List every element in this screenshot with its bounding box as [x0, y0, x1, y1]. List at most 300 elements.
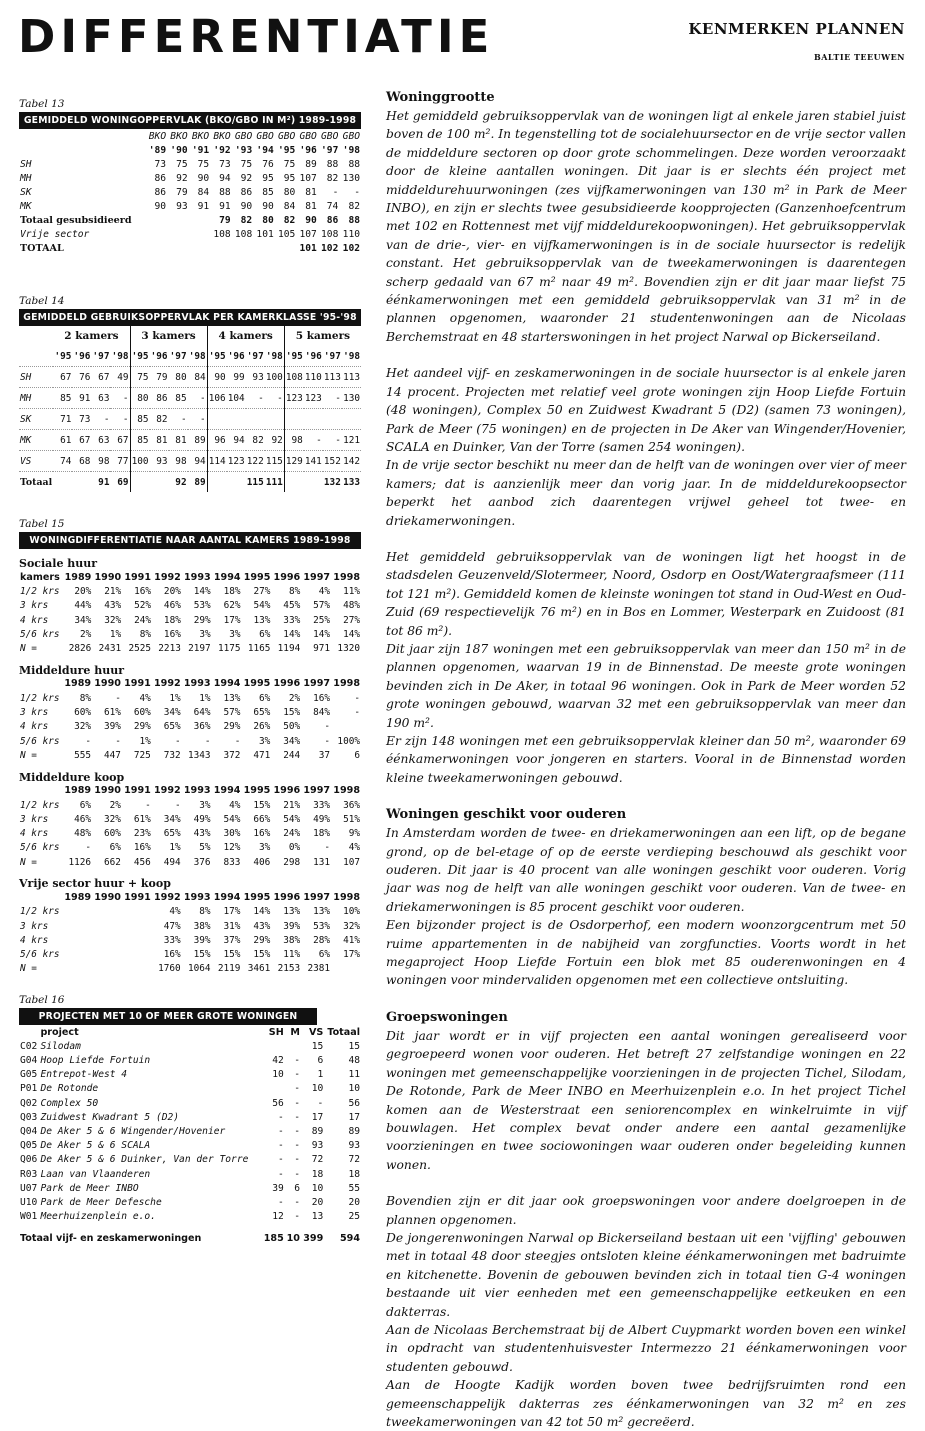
block-title: Middeldure koop	[19, 770, 125, 784]
project-name: De Aker 5 & 6 Duinker, Van der Torre	[40, 1154, 249, 1166]
value-cell: 110	[342, 228, 360, 240]
value-cell: 89	[305, 158, 317, 170]
column-type: BKO	[213, 130, 231, 142]
value-cell: 15	[311, 1040, 324, 1052]
value-cell: 93	[246, 367, 265, 388]
value-cell	[62, 905, 92, 919]
value-cell: 32%	[104, 813, 121, 825]
value-cell: 4%	[169, 906, 181, 918]
value-cell: 6%	[79, 799, 92, 811]
project-name: De Aker 5 & 6 SCALA	[40, 1140, 151, 1152]
value-cell: -	[188, 388, 208, 409]
value-cell: 84	[188, 367, 208, 388]
value-cell	[122, 962, 152, 976]
value-cell: 1%	[199, 692, 211, 704]
value-cell: 18	[348, 1168, 360, 1180]
value-cell: 67	[72, 430, 91, 451]
value-cell: 123	[227, 451, 246, 472]
value-cell: 17%	[343, 949, 360, 961]
row-label: MH	[20, 172, 32, 184]
value-cell: 20%	[74, 585, 92, 597]
tables-column	[19, 98, 361, 1246]
value-cell: -	[246, 388, 265, 409]
column-type: BKO	[148, 130, 167, 142]
row-label: MK	[19, 430, 53, 451]
value-cell: 142	[342, 451, 361, 472]
value-cell: 42	[272, 1055, 284, 1067]
value-cell: 54%	[253, 600, 271, 612]
value-cell: 90	[154, 200, 167, 212]
value-cell	[304, 472, 323, 493]
row-label: VS	[19, 451, 53, 472]
row-label: 5/6 krs	[20, 628, 60, 640]
value-cell: 64%	[193, 707, 211, 719]
value-cell: 85	[169, 388, 188, 409]
value-cell: 108	[284, 367, 304, 388]
value-cell	[72, 472, 91, 493]
column-year: 1991	[124, 571, 152, 583]
column-year: '95	[284, 346, 304, 367]
value-cell: -	[175, 799, 181, 811]
value-cell: 152	[323, 451, 342, 472]
value-cell: 86	[240, 186, 253, 198]
value-cell: 62%	[223, 600, 241, 612]
value-cell	[275, 241, 297, 255]
table-row	[19, 1139, 361, 1153]
group-header: 3 kamers	[130, 326, 207, 346]
corner-cell	[19, 1025, 39, 1039]
value-cell: 1320	[337, 643, 360, 655]
column-year: 1989	[64, 571, 92, 583]
value-cell: 100	[130, 451, 150, 472]
value-cell	[62, 933, 92, 947]
value-cell: 36%	[193, 721, 211, 733]
value-cell: 60%	[133, 707, 151, 719]
column-year: '95	[54, 350, 72, 362]
value-cell: -	[294, 1211, 300, 1223]
value-cell: 29%	[193, 614, 211, 626]
value-cell: 34%	[74, 614, 92, 626]
row-label: SH	[20, 158, 32, 170]
value-cell: 104	[227, 388, 246, 409]
value-cell: 115	[265, 451, 285, 472]
column-year: 1993	[183, 785, 211, 797]
value-cell: 41%	[343, 934, 360, 946]
value-cell: 89	[311, 1126, 324, 1138]
value-cell	[227, 472, 246, 493]
column-header: M	[290, 1026, 300, 1038]
header-row	[19, 570, 361, 584]
value-cell: 33%	[313, 799, 331, 811]
value-cell: 39%	[104, 721, 121, 733]
column-year: 1989	[64, 678, 92, 690]
paragraph: Een bijzonder project is de Osdorperhof, een modern woonzorgcentrum met 50 ruime appartementen in de nabijheid van zorgfuncties. Voorts wordt in het megaproject Hoop Liefde Fortuin een blok met 85 ouderenwoningen en 4 woningen voor mindervaliden opgenomen met een collectieve ontsluiting.	[386, 918, 906, 988]
value-cell: -	[110, 388, 130, 409]
column-year: 1998	[333, 891, 360, 903]
value-cell: 9%	[348, 828, 360, 840]
column-header: VS	[308, 1026, 324, 1038]
value-cell: 55	[348, 1182, 360, 1194]
value-cell: -	[294, 1140, 300, 1152]
value-cell: -	[354, 186, 360, 198]
value-cell: 14%	[193, 585, 211, 597]
column-year: '95	[207, 346, 227, 367]
value-cell	[62, 962, 92, 976]
table-title: WONINGDIFFERENTIATIE NAAR AANTAL KAMERS 1989-1998	[19, 532, 361, 549]
value-cell: 82	[240, 214, 253, 226]
value-cell: 91	[91, 472, 110, 493]
value-cell: 12%	[223, 842, 241, 854]
value-cell: 971	[313, 643, 331, 655]
project-name: De Aker 5 & 6 Wingender/Hovenier	[40, 1126, 226, 1138]
value-cell: 26%	[253, 721, 271, 733]
paragraph: Het aandeel vijf- en zeskamerwoningen in de sociale huursector is al enkele jaren 14 procent. Projecten met relatief veel grote woningen zijn Hoop Liefde Fortuin (48 woningen), Complex 50 en Zuidwest Kwadrant 5 (D2) (samen 73 woningen), Park de Meer (75 woningen) en de projecten in De Aker van Wingender/Hovenier, SCALA en Duinker, Van der Torre (samen 254 woningen).	[386, 366, 906, 454]
table-row	[19, 1195, 361, 1209]
value-cell: 67	[91, 367, 110, 388]
table-row	[19, 241, 361, 255]
project-name: Laan van Vlaanderen	[40, 1168, 151, 1180]
paragraph: Er zijn 148 woningen met een gebruiksoppervlak kleiner dan 50 m², waaronder 69 éénkamerwoningen voor jongeren en starters. Vooral in de Binnenstad worden kleine tweekamerwoningen gebouwd.	[386, 734, 906, 785]
value-cell: 2%	[109, 799, 121, 811]
value-cell: 39	[272, 1182, 284, 1194]
value-cell: 121	[342, 430, 361, 451]
value-cell: 15%	[253, 949, 271, 961]
value-cell: 86	[326, 214, 339, 226]
value-cell: 72	[311, 1154, 324, 1166]
value-cell: 66%	[253, 813, 271, 825]
value-cell: 447	[104, 749, 121, 761]
value-cell: -	[354, 707, 360, 719]
project-code: Q02	[20, 1097, 38, 1109]
value-cell: 3461	[247, 963, 271, 975]
total-row	[19, 1224, 361, 1246]
value-cell: -	[294, 1126, 300, 1138]
row-label: 1/2 krs	[20, 906, 60, 918]
project-code: U10	[20, 1196, 38, 1208]
row-label: SH	[19, 367, 53, 388]
value-cell	[253, 241, 275, 255]
value-cell: 61	[53, 430, 72, 451]
value-cell: 75	[283, 158, 296, 170]
value-cell: 2213	[158, 643, 181, 655]
value-cell: 80	[130, 388, 150, 409]
table-row	[19, 409, 361, 430]
value-cell: 18%	[313, 828, 331, 840]
value-cell: 106	[207, 388, 227, 409]
table-block	[19, 557, 361, 656]
value-cell: 456	[133, 856, 151, 868]
row-label: 1/2 krs	[20, 799, 60, 811]
value-cell: -	[277, 1111, 284, 1123]
table-body	[19, 1025, 361, 1246]
value-cell: 81	[169, 430, 188, 451]
page-title: DIFFERENTIATIE	[18, 10, 495, 63]
value-cell	[246, 409, 265, 430]
section-title: KENMERKEN PLANNEN	[688, 20, 905, 38]
table-row	[19, 919, 361, 933]
column-year: 1989	[64, 785, 92, 797]
value-cell: -	[294, 1111, 300, 1123]
value-cell: 47%	[163, 920, 181, 932]
value-cell: 115	[246, 472, 265, 493]
value-cell	[227, 409, 246, 430]
value-cell: 89	[188, 472, 208, 493]
value-cell: 81	[305, 200, 317, 212]
value-cell	[331, 720, 361, 734]
value-cell: 3%	[259, 735, 271, 747]
value-cell	[261, 1082, 284, 1096]
block-title: Sociale huur	[19, 557, 98, 570]
table-label: Tabel 14	[19, 295, 65, 307]
table-row	[19, 1110, 361, 1124]
value-cell: 10%	[343, 906, 360, 918]
value-cell	[189, 241, 211, 255]
value-cell: 88	[348, 214, 360, 226]
value-cell: -	[323, 430, 342, 451]
table-row	[19, 213, 361, 227]
column-year: '90	[170, 144, 188, 156]
value-cell: 113	[323, 367, 342, 388]
value-cell: 662	[104, 856, 121, 868]
row-label: 5/6 krs	[20, 735, 60, 747]
column-year: '92	[213, 144, 231, 156]
table-block	[19, 771, 361, 870]
value-cell: 95	[283, 172, 296, 184]
header-row	[19, 677, 361, 691]
column-type: GBO	[277, 130, 296, 142]
column-year: 1992	[154, 571, 181, 583]
value-cell: 113	[342, 367, 361, 388]
value-cell: 85	[130, 409, 150, 430]
column-year: '98	[265, 350, 283, 362]
value-cell: 100%	[337, 735, 360, 747]
paragraph: De jongerenwoningen Narwal op Bickerseiland bestaan uit een 'vijfling' gebouwen met in totaal 48 door steegjes ontsloten kleine éénkamerwoningen met badruimte en kitchenette. Bovenin de gebouwen bevinden zich in totaal tien G-4 woningen bestaande uit vier eenheden met een gemeenschappelijke eetkeuken en een dakterras.	[386, 1230, 906, 1319]
value-cell: 93	[150, 451, 169, 472]
column-year: 1997	[303, 891, 331, 903]
value-cell	[130, 472, 150, 493]
value-cell: 43%	[104, 600, 122, 612]
value-cell: 6%	[318, 949, 331, 961]
value-cell: 107	[343, 856, 360, 868]
value-cell: 3%	[229, 628, 241, 640]
value-cell: 1165	[247, 643, 271, 655]
value-cell: 141	[304, 451, 323, 472]
table-row	[19, 826, 361, 840]
value-cell	[210, 241, 232, 255]
value-cell: -	[294, 1168, 300, 1180]
header-row	[19, 784, 361, 798]
column-year: '97	[246, 350, 264, 362]
value-cell: 65%	[163, 828, 181, 840]
column-year: 1991	[124, 678, 151, 690]
project-name: De Rotonde	[40, 1083, 99, 1095]
value-cell: -	[323, 388, 342, 409]
column-type: GBO	[342, 130, 360, 142]
value-cell: 50%	[283, 721, 301, 733]
value-cell	[53, 472, 72, 493]
value-cell: 91	[219, 200, 231, 212]
column-year: 1993	[184, 571, 211, 583]
table-title: PROJECTEN MET 10 OF MEER GROTE WONINGEN	[19, 1008, 317, 1025]
value-cell: 88	[219, 186, 231, 198]
value-cell: 39%	[283, 920, 301, 932]
value-cell	[122, 905, 152, 919]
table-row	[19, 430, 361, 451]
value-cell	[261, 1039, 284, 1053]
value-cell	[92, 905, 122, 919]
corner-cell	[19, 346, 53, 367]
value-cell	[92, 933, 122, 947]
value-cell: 406	[253, 856, 271, 868]
table-row	[19, 185, 361, 199]
value-cell: 85	[262, 186, 274, 198]
column-year: 1997	[303, 571, 331, 583]
value-cell: 76	[262, 158, 274, 170]
block-table	[19, 784, 361, 870]
value-cell: 43%	[253, 920, 271, 932]
value-cell: 1194	[277, 643, 301, 655]
value-cell	[150, 472, 169, 493]
value-cell: 376	[193, 856, 211, 868]
value-cell: 54%	[223, 813, 241, 825]
value-cell: 76	[72, 367, 91, 388]
paragraph: Het gemiddeld gebruiksoppervlak van de woningen ligt al enkele jaren stabiel juist boven de 100 m². In tegenstelling tot de socialehuursector en de vrije sector vallen de middeldure sectoren op door grote schommelingen. Deze worden veroorzaakt door de kleine aantallen woningen. Dit jaar is er slechts één project met middeldurehuurwoningen (zes vijfkamerwoningen van 130 m² in Park de Meer INBO), en zijn er slechts twee gesubsidieerde koopprojecten (Ganzenhoefcentrum met 102 en Rottennest met vijf middeldurekoopwoningen). Het gebruiksoppervlak van de drie-, vier- en vijfkamerwoningen is in de sociale huursector is redelijk constant. Het gebruiksoppervlak van de tweekamerwoningen is daarentegen scherp gedaald van 67 m² naar 49 m². Bovendien zijn er dit jaar maar liefst 75 éénkamerwoningen met een gemiddeld gebruiksoppervlak van 31 m² in de plannen opgenomen, waaronder 21 studentenwoningen aan de Nicolaas Berchemstraat en 48 starterswoningen in het project Narwal op Bickerseiland.	[386, 109, 906, 344]
value-cell: 11%	[283, 949, 301, 961]
table-label: Tabel 16	[19, 994, 65, 1007]
column-year: 1992	[154, 678, 181, 690]
value-cell: 1%	[169, 842, 181, 854]
value-cell: 10	[272, 1069, 284, 1081]
value-cell: 107	[299, 228, 317, 240]
value-cell: 16%	[163, 628, 181, 640]
table-row	[19, 855, 361, 869]
value-cell: -	[265, 388, 285, 409]
value-cell: 15%	[223, 949, 241, 961]
column-year: '93	[234, 144, 253, 156]
project-name: Complex 50	[40, 1097, 99, 1109]
project-name: Park de Meer INBO	[40, 1182, 139, 1194]
value-cell: 2431	[98, 643, 122, 655]
paragraph: Aan de Nicolaas Berchemstraat bij de Albert Cuypmarkt worden boven een winkel in opdracht van studentenhuisvester Intermezzo 21 éénkamerwoningen voor studenten gebouwd.	[386, 1322, 906, 1374]
table-row	[19, 171, 361, 185]
value-cell: 65%	[253, 707, 271, 719]
value-cell: 185	[263, 1233, 284, 1245]
value-cell: 30%	[223, 828, 241, 840]
value-cell	[92, 948, 122, 962]
value-cell: 131	[313, 856, 331, 868]
value-cell: 2%	[80, 628, 92, 640]
value-cell: 65%	[163, 721, 181, 733]
value-cell: -	[204, 735, 211, 747]
value-cell: 33%	[163, 934, 181, 946]
value-cell: 15%	[283, 707, 301, 719]
value-cell: 89	[348, 1126, 360, 1138]
value-cell: -	[294, 1055, 300, 1067]
value-cell: 3%	[259, 842, 271, 854]
value-cell: 68	[72, 451, 91, 472]
heading-woninggrootte: Woninggrootte	[386, 90, 495, 105]
value-cell	[189, 213, 211, 227]
project-name: Hoop Liefde Fortuin	[40, 1055, 151, 1067]
corner-cell	[19, 326, 53, 346]
value-cell: 88	[348, 158, 360, 170]
table-row	[19, 1054, 361, 1068]
table-row	[19, 1039, 361, 1053]
column-year: 1992	[154, 891, 181, 903]
value-cell: 46%	[74, 813, 92, 825]
row-label: MK	[20, 200, 32, 212]
value-cell: 90	[207, 367, 227, 388]
value-cell: 5%	[199, 842, 211, 854]
value-cell: 107	[299, 172, 317, 184]
value-cell: 100	[265, 367, 285, 388]
value-cell: 25	[348, 1211, 360, 1223]
value-cell: -	[304, 430, 323, 451]
value-cell: 13	[311, 1211, 324, 1223]
column-year: 1998	[333, 571, 360, 583]
value-cell: 1%	[139, 735, 151, 747]
table-row	[19, 962, 361, 976]
value-cell: 92	[265, 430, 285, 451]
value-cell: 93	[176, 200, 188, 212]
value-cell: 34%	[163, 813, 181, 825]
column-type: GBO	[321, 130, 339, 142]
group-row	[19, 326, 361, 346]
tabel-13	[19, 98, 361, 255]
value-cell: 18%	[163, 614, 181, 626]
value-cell: 28%	[313, 934, 331, 946]
value-cell: 1064	[188, 963, 211, 975]
column-year: '98	[343, 350, 360, 362]
value-cell: 84%	[313, 707, 331, 719]
table-row	[19, 1153, 361, 1167]
block-table	[19, 570, 361, 656]
paragraph: In de vrije sector beschikt nu meer dan de helft van de woningen over vier of meer kamers; dat is aanzienlijk meer dan vorig jaar. In de middeldurekoopsector beperkt het aanbod zich daarentegen vrijwel geheel tot twee- en driekamerwoningen.	[386, 458, 906, 528]
table-row	[19, 1124, 361, 1138]
row-label: 5/6 krs	[20, 842, 60, 854]
value-cell: -	[115, 692, 121, 704]
column-type: GBO	[256, 130, 274, 142]
value-cell: 34%	[163, 707, 181, 719]
value-cell: 38%	[193, 920, 211, 932]
value-cell: 10	[286, 1233, 300, 1245]
paragraph: Dit jaar zijn 187 woningen met een gebruiksoppervlak van meer dan 150 m² in de plannen opgenomen, waarvan 19 in de Binnenstad. De meeste grote woningen bevinden zich in De Aker, in totaal 96 woningen. Ook in Park de Meer worden 52 grote woningen gebouwd, waarvan 32 met een gebruiksoppervlak van meer dan 190 m².	[386, 641, 906, 730]
value-cell: 1%	[169, 692, 181, 704]
value-cell	[167, 241, 189, 255]
row-label: SK	[19, 409, 53, 430]
project-code: U07	[20, 1182, 38, 1194]
project-name: Meerhuizenplein e.o.	[40, 1211, 156, 1223]
value-cell: 27%	[343, 614, 360, 626]
value-cell: 27%	[253, 585, 271, 597]
row-label: 4 krs	[20, 934, 49, 946]
column-year: '96	[150, 350, 168, 362]
project-code: R03	[20, 1168, 38, 1180]
table-row	[19, 613, 361, 627]
table-row	[19, 1096, 361, 1110]
value-cell: -	[91, 409, 110, 430]
row-label: SK	[20, 186, 32, 198]
column-year: '98	[188, 350, 206, 362]
value-cell: 122	[246, 451, 265, 472]
block-table	[19, 890, 361, 976]
table-row	[19, 812, 361, 826]
value-cell: 2826	[68, 643, 92, 655]
project-code: Q06	[20, 1154, 38, 1166]
value-cell: 10	[348, 1083, 360, 1095]
value-cell: 80	[262, 214, 274, 226]
value-cell: 6%	[109, 842, 121, 854]
